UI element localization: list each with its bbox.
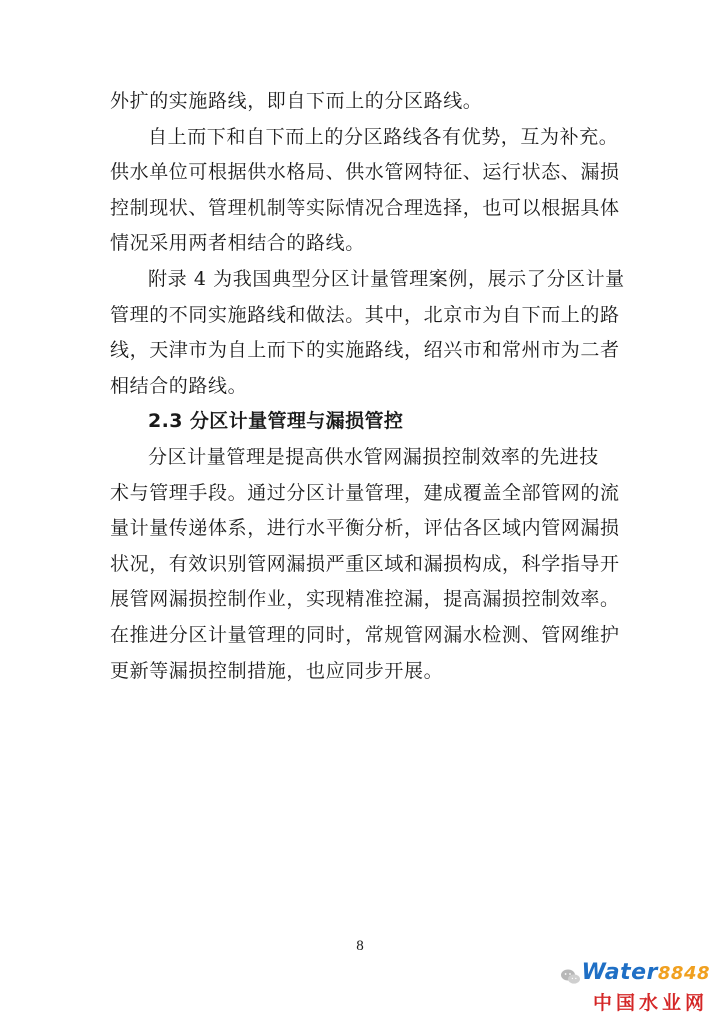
text-line: 控制现状、管理机制等实际情况合理选择，也可以根据具体 bbox=[110, 196, 620, 219]
section-paragraph bbox=[110, 440, 620, 689]
paragraph-2 bbox=[110, 120, 620, 262]
text-line: 附录 4 为我国典型分区计量管理案例，展示了分区计量 bbox=[148, 267, 625, 290]
text-line: 管理的不同实施路线和做法。其中，北京市为自下而上的路 bbox=[110, 303, 620, 326]
text-line: 状况，有效识别管网漏损严重区域和漏损构成，科学指导开 bbox=[110, 552, 620, 575]
watermark-brand-cn: 中国水业网 bbox=[592, 992, 708, 1014]
text-line: 自上而下和自下而上的分区路线各有优势，互为补充。 bbox=[148, 125, 619, 148]
watermark-brand-latin bbox=[581, 960, 710, 985]
watermark-brand-digits: 8848 bbox=[657, 963, 710, 984]
text-line: 在推进分区计量管理的同时，常规管网漏水检测、管网维护 bbox=[110, 623, 620, 646]
document-body bbox=[110, 84, 625, 689]
text-line: 供水单位可根据供水格局、供水管网特征、运行状态、漏损 bbox=[110, 161, 620, 184]
paragraph-3 bbox=[110, 262, 625, 404]
text-line: 情况采用两者相结合的路线。 bbox=[110, 232, 365, 255]
text-line: 展管网漏损控制作业，实现精准控漏，提高漏损控制效率。 bbox=[110, 588, 620, 611]
paragraph-1 bbox=[110, 84, 620, 120]
text-line: 线，天津市为自上而下的实施路线，绍兴市和常州市为二者 bbox=[110, 339, 620, 362]
text-line: 更新等漏损控制措施，也应同步开展。 bbox=[110, 659, 444, 682]
section-heading: 2.3 分区计量管理与漏损管控 bbox=[148, 410, 404, 433]
text-line: 相结合的路线。 bbox=[110, 374, 248, 397]
text-line: 分区计量管理是提高供水管网漏损控制效率的先进技 bbox=[148, 445, 599, 468]
watermark-logo bbox=[560, 954, 710, 1014]
text-line: 外扩的实施路线，即自下而上的分区路线。 bbox=[110, 90, 483, 112]
text-line: 量计量传递体系，进行水平衡分析，评估各区域内管网漏损 bbox=[110, 517, 620, 540]
watermark-brand-word: Water bbox=[581, 960, 658, 985]
page-number: 8 bbox=[356, 938, 364, 954]
text-line: 术与管理手段。通过分区计量管理，建成覆盖全部管网的流 bbox=[110, 481, 620, 504]
wechat-icon bbox=[560, 968, 582, 986]
